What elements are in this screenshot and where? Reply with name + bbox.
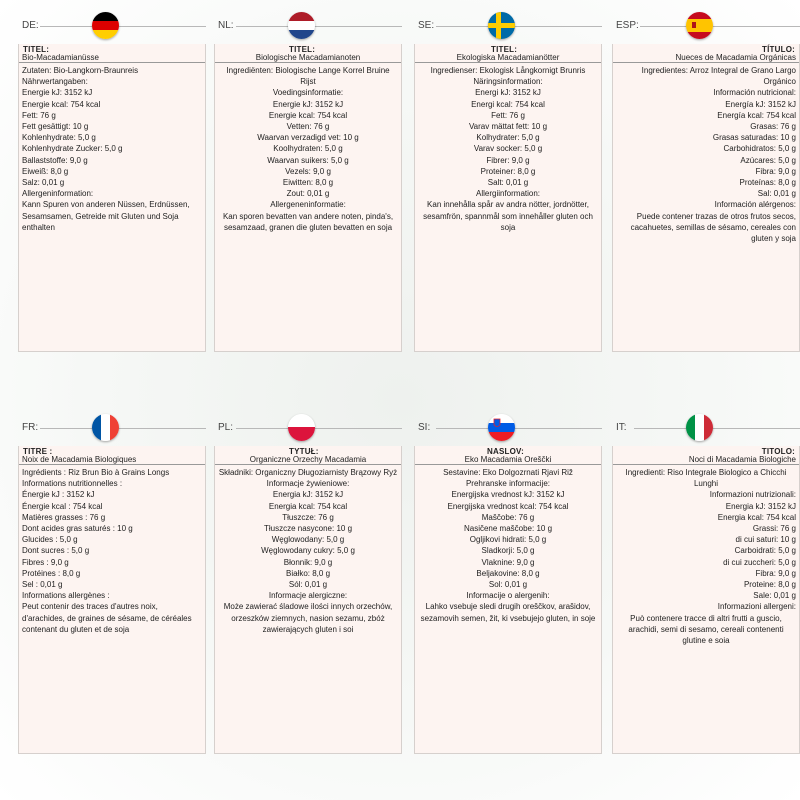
allergen-title: Informacije o alergenih: [466, 591, 550, 601]
header-divider [436, 428, 602, 429]
product-name: Biologische Macadamianoten [255, 53, 361, 62]
nutrition-row: Energi kcal: 754 kcal [471, 99, 545, 109]
title-caption: TITEL: [289, 45, 316, 54]
nutrition-row: Grasas saturadas: 10 g [712, 133, 796, 143]
nutrition-row: Węglowodany: 5,0 g [271, 535, 345, 545]
nutrition-row: Sale: 0,01 g [753, 591, 796, 601]
nutrition-row: di cui saturi: 10 g [735, 535, 796, 545]
label-card [414, 446, 602, 754]
nutrition-row: Varav socker: 5,0 g [473, 144, 543, 154]
germany-flag-icon [92, 12, 119, 39]
nutrition-row: Tłuszcze nasycone: 10 g [263, 524, 353, 534]
header-divider [236, 26, 402, 27]
nutrition-row: Beljakovine: 8,0 g [476, 568, 540, 578]
nutrition-row: Kohlenhydrate: 5,0 g [22, 133, 96, 143]
label-card [414, 44, 602, 352]
language-code: SE: [418, 20, 435, 31]
nutrition-row: Energie kJ: 3152 kJ [272, 99, 344, 109]
panel-de [18, 0, 206, 352]
title-caption: TITRE : [23, 447, 53, 456]
nutrition-row: Energijska vrednost kJ: 3152 kJ [451, 490, 565, 500]
nutrition-row: Énergie kcal : 754 kcal [22, 501, 103, 511]
nutrition-row: Energie kcal: 754 kcal [268, 110, 348, 120]
nutrition-row: Energia kcal: 754 kcal [268, 501, 348, 511]
ingredients-text: Ingredienser: Ekologisk Långkornigt Brunris [430, 66, 586, 75]
nutrition-row: Kolhydrater: 5,0 g [476, 133, 540, 143]
allergen-text: Kan sporen bevatten van andere noten, pinda's, sesamzaad, granen die gluten bevatten en soja [222, 211, 394, 232]
allergen-text: Può contenere tracce di altri frutti a guscio, arachidi, semi di sesamo, cereali contenenti glutine e soia [628, 613, 784, 646]
title-underline [415, 464, 601, 465]
allergen-text: Peut contenir des traces d'autres noix, d'arachides, de graines de sésame, de céréales contenant du gluten et de soja [22, 602, 192, 634]
language-code: PL: [218, 422, 234, 433]
product-name: Eko Macadamia Oreščki [464, 455, 552, 464]
panel-header [414, 402, 602, 442]
nutrition-title: Näringsinformation: [473, 77, 543, 87]
nutrition-row: Fett: 76 g [491, 110, 525, 120]
title-caption: TITOLO: [761, 447, 795, 456]
language-code: FR: [22, 422, 39, 433]
ingredients-text: Ingredienti: Riso Integrale Biologico a Chicchi Lunghi [625, 468, 787, 489]
sweden-flag-icon [488, 12, 515, 39]
language-code: IT: [616, 422, 627, 433]
ingredients-text: Ingrediënten: Biologische Lange Korrel Bruine Rijst [226, 66, 390, 87]
nutrition-row: Fibres : 9,0 g [22, 557, 69, 567]
nutrition-row: Proteine: 8,0 g [743, 580, 796, 590]
label-card [214, 44, 402, 352]
product-name: Bio-Macadamianüsse [22, 53, 99, 62]
nutrition-row: Węglowodany cukry: 5,0 g [261, 546, 355, 556]
nutrition-row: Białko: 8,0 g [285, 568, 331, 578]
nutrition-row: Maščobe: 76 g [481, 512, 535, 522]
nutrition-row: Varav mättat fett: 10 g [468, 122, 548, 132]
header-divider [436, 26, 602, 27]
nutrition-row: Energía kcal: 754 kcal [717, 110, 796, 120]
product-name: Noix de Macadamia Biologiques [22, 455, 137, 464]
panel-header [612, 0, 800, 40]
ingredients-text: Składniki: Organiczny Długoziarnisty Brązowy Ryż [218, 468, 398, 477]
allergen-title: Allergeneninformatie: [270, 200, 346, 210]
allergen-title: Informacje alergiczne: [268, 591, 348, 601]
panel-header [414, 0, 602, 40]
panel-se [414, 0, 602, 352]
allergen-text: Lahko vsebuje sledi drugih oreščkov, arašidov, sezamovih semen, žit, ki vsebujejo gluten, in soje [420, 602, 596, 623]
label-body [22, 65, 202, 233]
nutrition-row: Dont sucres : 5,0 g [22, 546, 90, 556]
label-body [218, 467, 398, 635]
label-card [612, 44, 800, 352]
nutrition-row: di cui zuccheri: 5,0 g [723, 557, 796, 567]
language-code: ESP: [616, 20, 639, 31]
nutrition-row: Nasičene maščobe: 10 g [463, 524, 553, 534]
nutrition-row: Fibra: 9,0 g [755, 568, 796, 578]
nutrition-row: Koolhydraten: 5,0 g [273, 144, 343, 154]
allergen-text: Puede contener trazas de otros frutos secos, cacahuetes, semillas de sésamo, cereales con gluten y soja [630, 211, 796, 244]
title-caption: TITEL: [23, 45, 50, 54]
nutrition-row: Waarvan suikers: 5,0 g [267, 155, 349, 165]
allergen-text: Kann Spuren von anderen Nüssen, Erdnüssen, Sesamsamen, Getreide mit Gluten und Soja enthalten [22, 200, 190, 232]
nutrition-row: Énergie kJ : 3152 kJ [22, 490, 95, 500]
label-body [616, 467, 796, 646]
nutrition-title: Informacje żywieniowe: [266, 479, 350, 489]
panel-esp [612, 0, 800, 352]
product-name: Organiczne Orzechy Macadamia [249, 455, 367, 464]
nutrition-row: Sel : 0,01 g [22, 580, 63, 590]
nutrition-row: Sal: 0,01 g [757, 189, 796, 199]
allergen-title: Allergiinformation: [475, 189, 541, 199]
nutrition-row: Eiwitten: 8,0 g [282, 178, 334, 188]
label-card [214, 446, 402, 754]
nutrition-title: Informations nutritionnelles : [22, 479, 123, 489]
nutrition-row: Protéines : 8,0 g [22, 568, 81, 578]
nutrition-row: Fibrer: 9,0 g [486, 155, 530, 165]
nutrition-row: Energia kJ: 3152 kJ [725, 501, 796, 511]
panel-nl [214, 0, 402, 352]
title-underline [215, 464, 401, 465]
ingredients-text: Zutaten: Bio-Langkorn-Braunreis [22, 66, 139, 75]
nutrition-row: Fibra: 9,0 g [755, 166, 796, 176]
nutrition-row: Fett gesättigt: 10 g [22, 122, 89, 132]
nutrition-row: Sol: 0,01 g [488, 580, 528, 590]
product-name: Nueces de Macadamia Orgánicas [675, 53, 796, 62]
title-underline [19, 62, 205, 63]
nutrition-row: Tłuszcze: 76 g [282, 512, 334, 522]
title-underline [19, 464, 205, 465]
panel-header [214, 402, 402, 442]
allergen-title: Allergeninformation: [22, 189, 94, 199]
allergen-title: Información alérgenos: [714, 200, 796, 210]
nutrition-row: Grassi: 76 g [752, 524, 796, 534]
nutrition-row: Energia kcal: 754 kcal [717, 512, 796, 522]
nutrition-row: Zout: 0,01 g [286, 189, 330, 199]
nutrition-row: Proteínas: 8,0 g [739, 178, 796, 188]
nutrition-row: Sól: 0,01 g [288, 580, 328, 590]
slovenia-flag-icon [488, 414, 515, 441]
nutrition-row: Waarvan verzadigd vet: 10 g [257, 133, 359, 143]
panel-fr [18, 402, 206, 754]
title-underline [215, 62, 401, 63]
panel-header [18, 402, 206, 442]
label-card [18, 446, 206, 754]
nutrition-row: Salz: 0,01 g [22, 178, 65, 188]
language-code: NL: [218, 20, 234, 31]
label-body [218, 65, 398, 233]
nutrition-row: Carboidrati: 5,0 g [734, 546, 796, 556]
title-caption: TÍTULO: [762, 45, 795, 54]
nutrition-row: Glucides : 5,0 g [22, 535, 78, 545]
nutrition-title: Informazioni nutrizionali: [709, 490, 796, 500]
panel-it [612, 402, 800, 754]
nutrition-row: Eiweiß: 8,0 g [22, 166, 69, 176]
title-underline [613, 62, 799, 63]
france-flag-icon [92, 414, 119, 441]
product-name: Noci di Macadamia Biologiche [688, 455, 796, 464]
label-body [22, 467, 202, 635]
ingredients-text: Ingredientes: Arroz Integral de Grano Largo Orgánico [641, 66, 796, 87]
nutrition-row: Energie kcal: 754 kcal [22, 99, 101, 109]
label-body [616, 65, 796, 244]
panel-pl [214, 402, 402, 754]
nutrition-row: Energijska vrednost kcal: 754 kcal [447, 501, 569, 511]
panel-header [18, 0, 206, 40]
nutrition-row: Carbohidratos: 5,0 g [723, 144, 796, 154]
title-underline [613, 464, 799, 465]
header-divider [40, 26, 206, 27]
nutrition-row: Dont acides gras saturés : 10 g [22, 524, 133, 534]
panel-header [612, 402, 800, 442]
spain-flag-icon [686, 12, 713, 39]
title-caption: TITEL: [491, 45, 518, 54]
poland-flag-icon [288, 414, 315, 441]
product-name: Ekologiska Macadamianötter [456, 53, 560, 62]
nutrition-row: Salt: 0,01 g [487, 178, 529, 188]
nutrition-row: Ogljikovi hidrati: 5,0 g [469, 535, 547, 545]
nutrition-row: Ballaststoffe: 9,0 g [22, 155, 88, 165]
title-caption: NASLOV: [487, 447, 524, 456]
header-divider [236, 428, 402, 429]
nutrition-row: Vezels: 9,0 g [285, 166, 331, 176]
netherlands-flag-icon [288, 12, 315, 39]
title-underline [415, 62, 601, 63]
nutrition-row: Energía kJ: 3152 kJ [725, 99, 796, 109]
label-body [418, 467, 598, 624]
nutrition-row: Energi kJ: 3152 kJ [475, 88, 541, 98]
nutrition-row: Sladkorji: 5,0 g [481, 546, 535, 556]
header-divider [640, 26, 800, 27]
nutrition-title: Prehranske informacije: [465, 479, 551, 489]
allergen-title: Informazioni allergeni: [717, 602, 796, 612]
panel-si [414, 402, 602, 754]
nutrition-row: Matières grasses : 76 g [22, 512, 106, 522]
nutrition-row: Fett: 76 g [22, 110, 56, 120]
nutrition-row: Energie kJ: 3152 kJ [22, 88, 93, 98]
nutrition-title: Voedingsinformatie: [272, 88, 344, 98]
italy-flag-icon [686, 414, 713, 441]
ingredients-text: Ingrédients : Riz Brun Bio à Grains Longs [22, 468, 170, 477]
language-code: DE: [22, 20, 39, 31]
label-card [612, 446, 800, 754]
allergen-text: Może zawierać śladowe ilości innych orzechów, orzeszków ziemnych, nasion sezamu, zbóż zawierających gluten i soi [223, 602, 393, 634]
allergen-text: Kan innehålla spår av andra nötter, jordnötter, sesamfrön, spannmål som innehåller gluten och soja [423, 200, 593, 232]
title-caption: TYTUŁ: [289, 447, 319, 456]
nutrition-title: Nährwertangaben: [22, 77, 88, 87]
nutrition-row: Azúcares: 5,0 g [740, 155, 796, 165]
label-card [18, 44, 206, 352]
nutrition-title: Información nutricional: [713, 88, 796, 98]
ingredients-text: Sestavine: Eko Dolgozrnati Rjavi Riž [443, 468, 573, 477]
nutrition-row: Proteiner: 8,0 g [480, 166, 536, 176]
header-divider [634, 428, 800, 429]
nutrition-row: Błonnik: 9,0 g [283, 557, 333, 567]
nutrition-row: Vetten: 76 g [286, 122, 330, 132]
nutrition-row: Kohlenhydrate Zucker: 5,0 g [22, 144, 123, 154]
allergen-title: Informations allergènes : [22, 591, 110, 601]
label-body [418, 65, 598, 233]
panel-header [214, 0, 402, 40]
nutrition-row: Grasas: 76 g [750, 122, 796, 132]
nutrition-row: Energia kJ: 3152 kJ [272, 490, 344, 500]
language-code: SI: [418, 422, 431, 433]
nutrition-row: Vlaknine: 9,0 g [481, 557, 535, 567]
header-divider [40, 428, 206, 429]
